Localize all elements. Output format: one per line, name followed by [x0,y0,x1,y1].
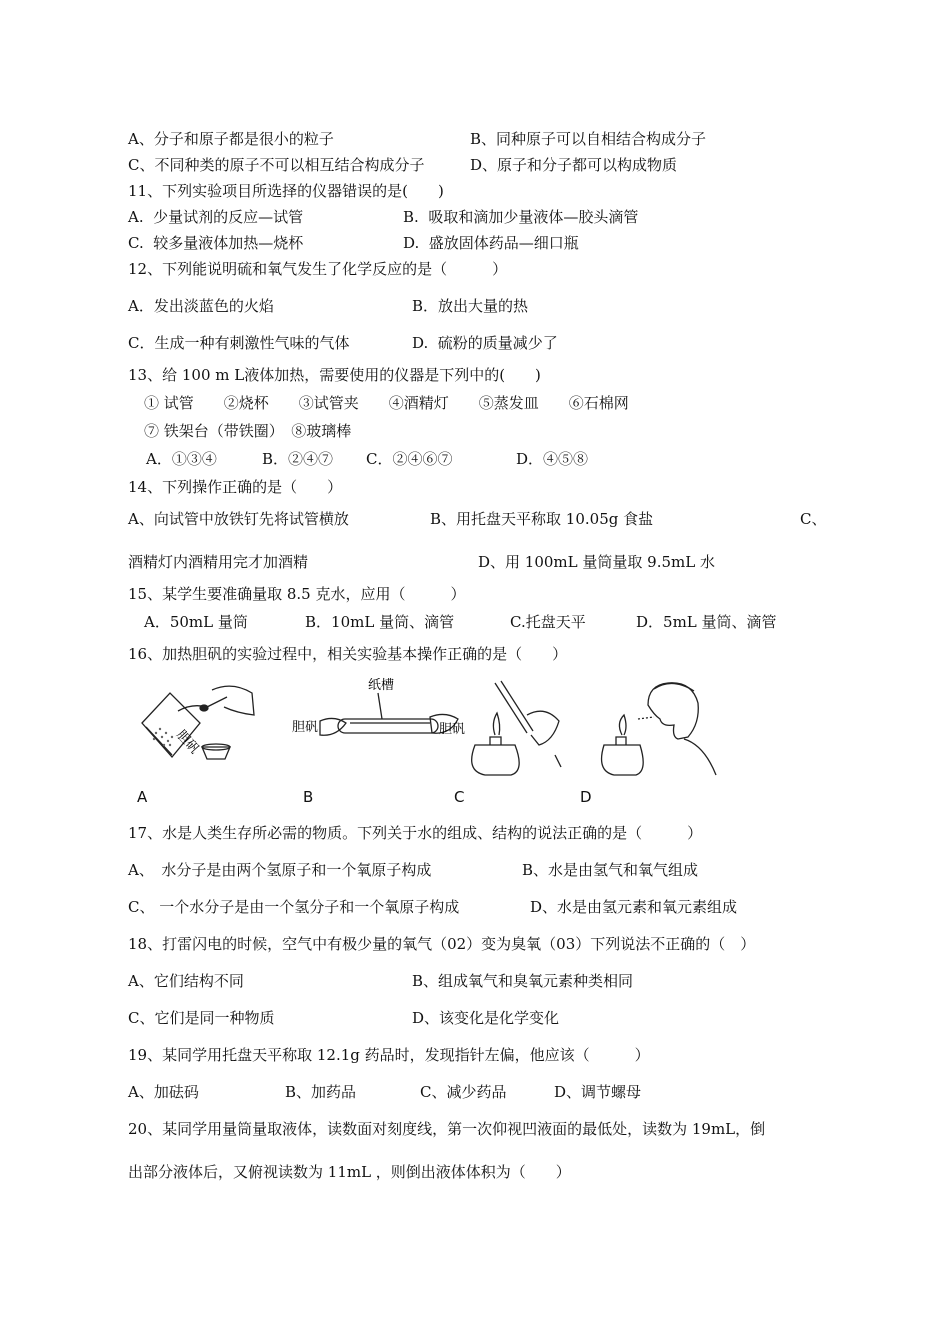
figure-a-label: A [137,788,148,806]
figure-c-label: C [454,788,465,806]
q19-stem: 19、某同学用托盘天平称取 12.1g 药品时，发现指针左偏，他应该（ ） [128,1046,650,1064]
q11-option-a: A. 少量试剂的反应—试管 [128,208,304,226]
q12-option-d: D. 硫粉的质量减少了 [412,334,558,352]
q16-figures [130,675,720,806]
q14-stem: 14、下列操作正确的是（ ） [128,478,343,496]
q18-option-a: A、它们结构不同 [128,972,244,990]
q11-option-d: D. 盛放固体药品—细口瓶 [403,234,579,252]
q15-option-a: A．50mL 量筒 [144,613,248,631]
q14-option-b: B、用托盘天平称取 10.05g 食盐 [430,510,654,528]
q13-items-line2: ⑦ 铁架台（带铁圈） ⑧玻璃棒 [144,422,352,440]
q19-option-d: D、调节螺母 [554,1083,642,1101]
q17-option-a: A、 水分子是由两个氢原子和一个氧原子构成 [128,861,432,879]
q18-option-b: B、组成氧气和臭氧元素种类相同 [412,972,634,990]
q14-option-a: A、向试管中放铁钉先将试管横放 [128,510,349,528]
figure-a-bottle-label: 胆矾 [173,727,202,758]
q11-option-b: B. 吸取和滴加少量液体—胶头滴管 [403,208,639,226]
q17-option-b: B、水是由氢气和氧气组成 [522,861,699,879]
q19-option-b: B、加药品 [285,1083,357,1101]
q18-stem: 18、打雷闪电的时候，空气中有极少量的氧气（02）变为臭氧（03）下列说法不正确的（ ） [128,935,756,953]
q20-stem-line1: 20、某同学用量筒量取液体，读数面对刻度线，第一次仰视凹液面的最低处，读数为 19mL，倒 [128,1120,766,1138]
q17-option-c: C、 一个水分子是由一个氢分子和一个氧原子构成 [128,898,460,916]
q13-items-line1: ① 试管 ②烧杯 ③试管夹 ④酒精灯 ⑤蒸发皿 ⑥石棉网 [144,394,629,412]
q13-stem: 13、给 100 m L液体加热，需要使用的仪器是下列中的( ) [128,366,541,384]
q11-option-c: C. 较多量液体加热—烧杯 [128,234,304,252]
figure-c-illustration [435,675,585,780]
q17-option-d: D、水是由氢元素和氧元素组成 [530,898,738,916]
figure-b-trough-label: 纸槽 [368,678,395,693]
q15-option-c: C.托盘天平 [510,613,586,631]
figure-d-illustration [588,675,720,780]
q11-stem: 11、下列实验项目所选择的仪器错误的是( ) [128,182,444,200]
q19-option-a: A、加砝码 [128,1083,199,1101]
figure-a-illustration [132,675,257,780]
q13-option-c: C．②④⑥⑦ [366,450,453,468]
q10-option-b: B、同种原子可以自相结合构成分子 [470,130,707,148]
q15-stem: 15、某学生要准确量取 8.5 克水，应用（ ） [128,585,466,603]
q12-option-c: C．生成一种有刺激性气味的气体 [128,334,350,352]
figure-b-label: B [303,788,314,806]
q18-option-c: C、它们是同一种物质 [128,1009,275,1027]
q10-option-a: A、分子和原子都是很小的粒子 [128,130,334,148]
q16-stem: 16、加热胆矾的实验过程中，相关实验基本操作正确的是（ ） [128,645,568,663]
q14-option-d: D、用 100mL 量筒量取 9.5mL 水 [478,553,715,571]
q10-option-c: C、不同种类的原子不可以相互结合构成分子 [128,156,425,174]
q15-option-b: B．10mL 量筒、滴管 [305,613,455,631]
q10-option-d: D、原子和分子都可以构成物质 [470,156,678,174]
q12-option-b: B．放出大量的热 [412,297,529,315]
q17-stem: 17、水是人类生存所必需的物质。下列关于水的组成、结构的说法正确的是（ ） [128,824,703,842]
q14-option-c-label: C、 [800,510,827,528]
q20-stem-line2: 出部分液体后，又俯视读数为 11mL ，则倒出液体体积为（ ） [128,1163,571,1181]
q13-option-a: A．①③④ [146,450,217,468]
q13-option-d: D．④⑤⑧ [516,450,589,468]
q18-option-d: D、该变化是化学变化 [412,1009,560,1027]
q12-stem: 12、下列能说明硫和氧气发生了化学反应的是（ ） [128,260,508,278]
q12-option-a: A．发出淡蓝色的火焰 [128,297,274,315]
q19-option-c: C、减少药品 [420,1083,507,1101]
q14-option-c-text: 酒精灯内酒精用完才加酒精 [128,553,309,571]
q13-option-b: B．②④⑦ [262,450,334,468]
q15-option-d: D．5mL 量筒、滴管 [636,613,777,631]
figure-c-alum-label: 胆矾 [439,722,466,737]
figure-d-label: D [580,788,592,806]
figure-b-alum-label: 胆矾 [292,720,319,735]
